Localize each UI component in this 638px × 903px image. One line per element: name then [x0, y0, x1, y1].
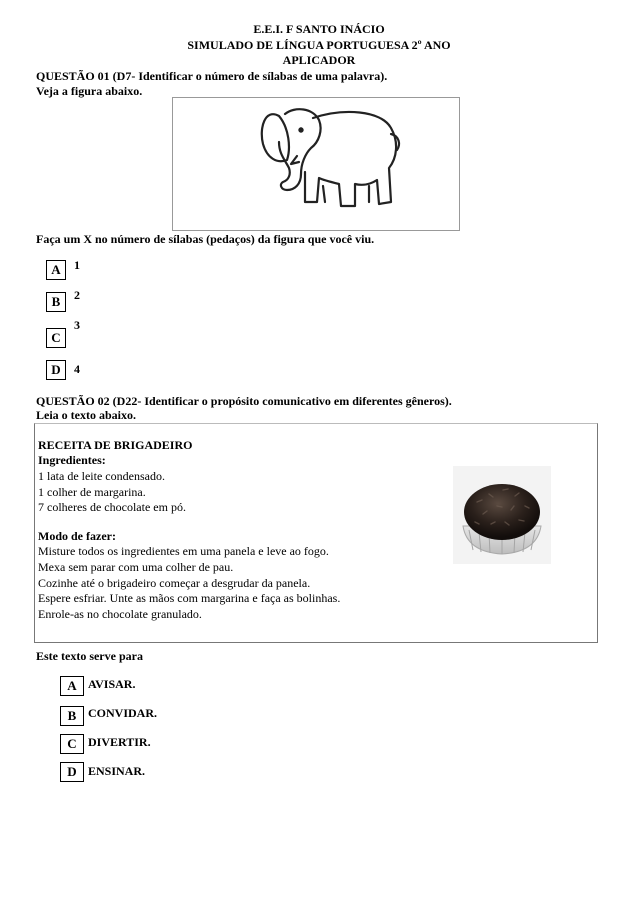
q1-option-c-box[interactable]: C	[46, 328, 66, 348]
method-step: Misture todos os ingredientes em uma panela e leve ao fogo.	[38, 544, 329, 558]
recipe-title: RECEITA DE BRIGADEIRO	[38, 438, 193, 452]
q2-option-c-text: DIVERTIR.	[88, 735, 151, 749]
recipe-box	[34, 423, 598, 643]
q2-option-a-text: AVISAR.	[88, 677, 136, 691]
method-step: Mexa sem parar com uma colher de pau.	[38, 560, 234, 574]
ingredient-item: 1 lata de leite condensado.	[38, 469, 165, 483]
method-step: Enrole-as no chocolate granulado.	[38, 607, 202, 621]
q1-option-b-text: 2	[74, 288, 80, 302]
q1-option-a-text: 1	[74, 258, 80, 272]
brigadeiro-icon	[453, 466, 551, 564]
brigadeiro-image	[453, 466, 551, 564]
elephant-icon	[173, 98, 459, 230]
q2-option-c-box[interactable]: C	[60, 734, 84, 754]
q1-option-c-text: 3	[74, 318, 80, 332]
method-step: Espere esfriar. Unte as mãos com margarina e faça as bolinhas.	[38, 591, 341, 605]
q1-option-a-box[interactable]: A	[46, 260, 66, 280]
q2-option-d-box[interactable]: D	[60, 762, 84, 782]
q1-title: QUESTÃO 01 (D7- Identificar o número de sílabas de uma palavra).	[36, 69, 388, 83]
q2-instruction: Leia o texto abaixo.	[36, 408, 136, 422]
ingredient-item: 1 colher de margarina.	[38, 485, 146, 499]
q2-option-d-text: ENSINAR.	[88, 764, 146, 778]
elephant-image	[172, 97, 460, 231]
role-label: APLICADOR	[282, 53, 356, 67]
q1-option-d-box[interactable]: D	[46, 360, 66, 380]
q2-option-b-text: CONVIDAR.	[88, 706, 157, 720]
method-step: Cozinhe até o brigadeiro começar a desgrudar da panela.	[38, 576, 311, 590]
exam-title: SIMULADO DE LÍNGUA PORTUGUESA 2º ANO	[187, 38, 451, 52]
q2-option-b-box[interactable]: B	[60, 706, 84, 726]
q2-prompt: Este texto serve para	[36, 649, 143, 663]
ingredient-item: 7 colheres de chocolate em pó.	[38, 500, 186, 514]
q1-option-b-box[interactable]: B	[46, 292, 66, 312]
q1-option-d-text: 4	[74, 362, 80, 376]
q1-prompt: Faça um X no número de sílabas (pedaços) da figura que você viu.	[36, 232, 375, 246]
school-name: E.E.I. F SANTO INÁCIO	[253, 22, 385, 36]
ingredients-label: Ingredientes:	[38, 453, 106, 467]
method-label: Modo de fazer:	[38, 529, 116, 543]
q1-instruction: Veja a figura abaixo.	[36, 84, 143, 98]
q2-title: QUESTÃO 02 (D22- Identificar o propósito comunicativo em diferentes gêneros).	[36, 394, 452, 408]
q2-option-a-box[interactable]: A	[60, 676, 84, 696]
